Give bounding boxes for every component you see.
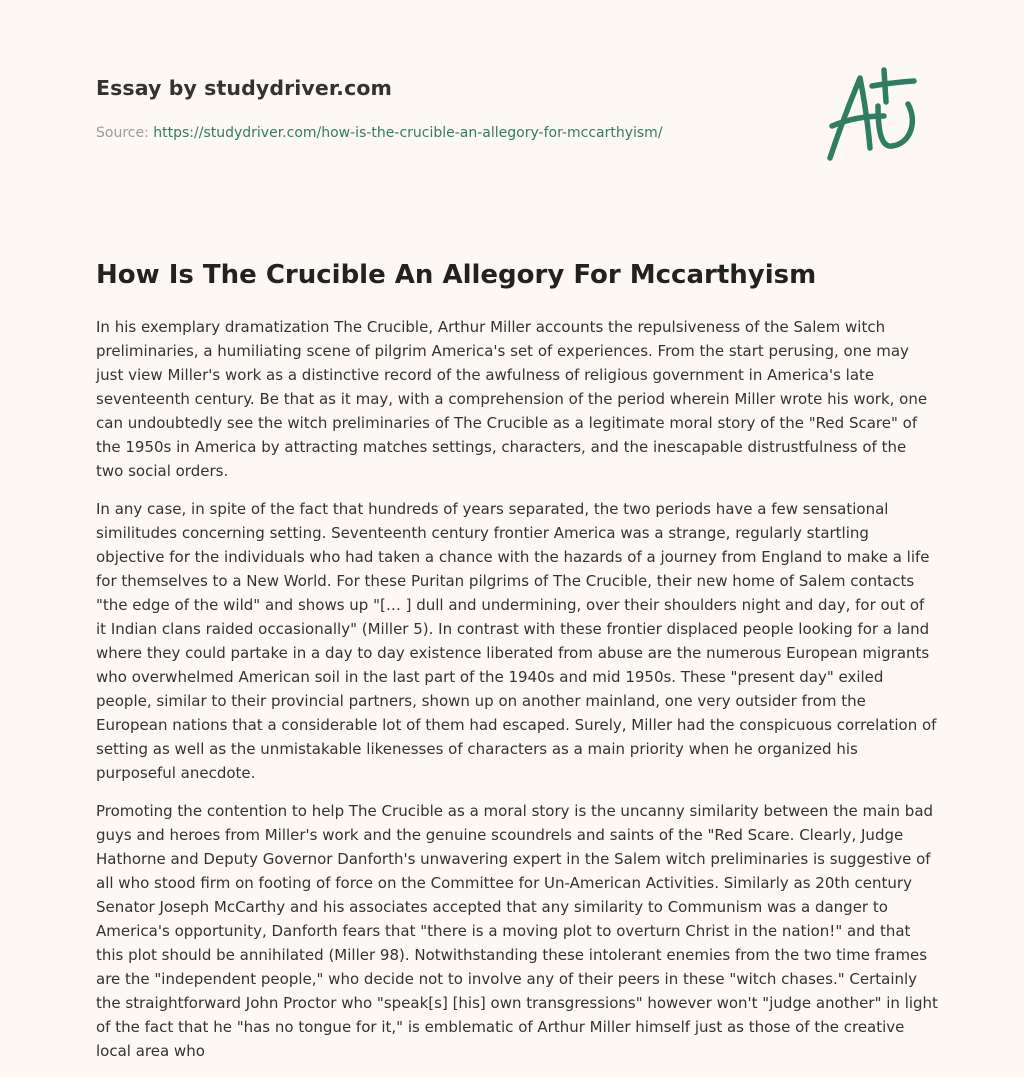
source-line (96, 125, 856, 141)
essay-body (96, 315, 938, 1077)
site-brand: Essay by studydriver.com (96, 76, 392, 100)
essay-paragraph-3: Promoting the contention to help The Crucible as a moral story is the uncanny similarity between the main bad guys and heroes from Miller's work and the genuine scoundrels and saints of the "Red Scare. Clearly, Judge Hathorne and Deputy Governor Danforth's unwavering expert in the Salem witch preliminaries is suggestive of all who stood firm on footing of force on the Committee for Un-American Activities. Similarly as 20th century Senator Joseph McCarthy and his associates accepted that any similarity to Communism was a danger to America's opportunity, Danforth fears that "there is a moving plot to overturn Christ in the nation!" and that this plot should be annihilated (Miller 98). Notwithstanding these intolerant enemies from the two time frames are the "independent people," who decide not to involve any of their peers in these "witch chases." Certainly the straightforward John Proctor who "speak[s] [his] own transgressions" however won't "judge another" in light of the fact that he "has no tongue for it," is emblematic of Arthur Miller himself just as those of the creative local area who (96, 802, 938, 1060)
essay-paragraph-2: In any case, in spite of the fact that hundreds of years separated, the two periods have a few sensational similitudes concerning setting. Seventeenth century frontier America was a strange, regularly startling objective for the individuals who had taken a chance with the hazards of a journey from England to make a life for themselves to a New World. For these Puritan pilgrims of The Crucible, their new home of Salem contacts "the edge of the wild" and shows up "[… ] dull and undermining, over their shoulders night and day, for out of it Indian clans raided occasionally" (Miller 5). In contrast with these frontier displaced people looking for a land where they could partake in a day to day existence liberated from abuse are the numerous European migrants who overwhelmed American soil in the last part of the 1940s and mid 1950s. These "present day" exiled people, similar to their provincial partners, shown up on another mainland, one very outsider from the European nations that a considerable lot of them had escaped. Surely, Miller had the conspicuous correlation of setting as well as the unmistakable likenesses of characters as a main priority when he organized his purposeful anecdote. (96, 500, 937, 782)
source-label: Source: (96, 125, 154, 141)
document-header (96, 76, 856, 141)
essay-paragraph-1: In his exemplary dramatization The Crucible, Arthur Miller accounts the repulsiveness of the Salem witch preliminaries, a humiliating scene of pilgrim America's set of experiences. From the start perusing, one may just view Miller's work as a distinctive record of the awfulness of religious government in America's late seventeenth century. Be that as it may, with a comprehension of the period wherein Miller wrote his work, one can undoubtedly see the witch preliminaries of The Crucible as a legitimate moral story of the "Red Scare" of the 1950s in America by attracting matches settings, characters, and the inescapable distrustfulness of the two social orders. (96, 318, 928, 480)
source-link[interactable]: https://studydriver.com/how-is-the-crucible-an-allegory-for-mccarthyism/ (153, 125, 663, 141)
a-plus-logo-icon (820, 64, 930, 168)
essay-title: How Is The Crucible An Allegory For Mccarthyism (96, 260, 817, 290)
